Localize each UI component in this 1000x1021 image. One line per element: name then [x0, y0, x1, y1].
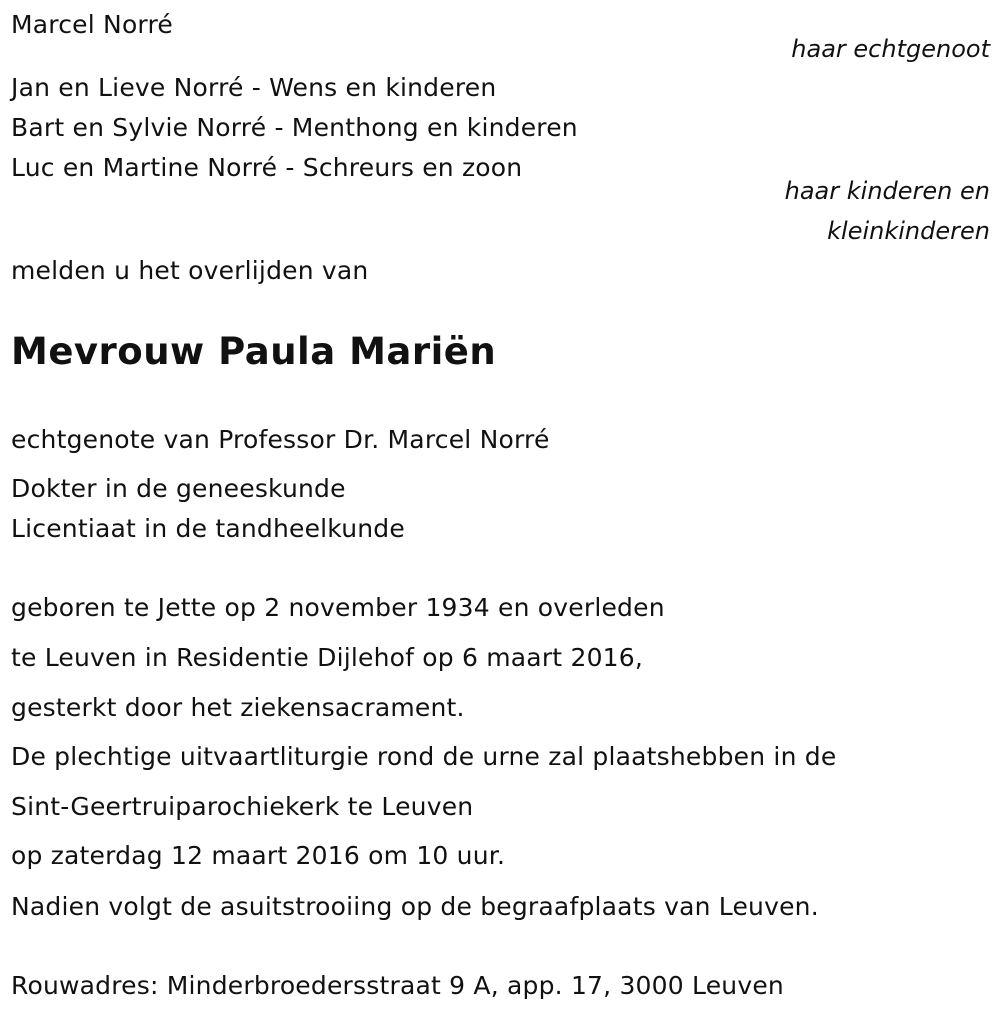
- spouse-line: echtgenote van Professor Dr. Marcel Norré: [11, 425, 550, 454]
- details-line-6: op zaterdag 12 maart 2016 om 10 uur.: [11, 841, 506, 870]
- details-line-1: geboren te Jette op 2 november 1934 en overleden: [11, 593, 665, 622]
- details-line-4: De plechtige uitvaartliturgie rond de urne zal plaatshebben in de: [11, 742, 837, 771]
- mourning-address: Rouwadres: Minderbroedersstraat 9 A, app. 17, 3000 Leuven: [11, 971, 784, 1000]
- children-line-2: Bart en Sylvie Norré - Menthong en kinderen: [11, 113, 578, 142]
- spouse-title-2: Licentiaat in de tandheelkunde: [11, 514, 405, 543]
- details-line-3: gesterkt door het ziekensacrament.: [11, 693, 465, 722]
- details-line-2: te Leuven in Residentie Dijlehof op 6 maart 2016,: [11, 643, 644, 672]
- children-line-1: Jan en Lieve Norré - Wens en kinderen: [11, 73, 497, 102]
- children-role-line-2: kleinkinderen: [827, 217, 990, 245]
- details-line-5: Sint-Geertruiparochiekerk te Leuven: [11, 792, 474, 821]
- announcement-text: melden u het overlijden van: [11, 256, 369, 285]
- deceased-name: Mevrouw Paula Mariën: [11, 330, 497, 373]
- husband-name: Marcel Norré: [11, 10, 173, 39]
- children-line-3: Luc en Martine Norré - Schreurs en zoon: [11, 153, 523, 182]
- spouse-title-1: Dokter in de geneeskunde: [11, 474, 346, 503]
- husband-role: haar echtgenoot: [791, 35, 990, 63]
- children-role-line-1: haar kinderen en: [784, 177, 990, 205]
- details-line-7: Nadien volgt de asuitstrooiing op de begraafplaats van Leuven.: [11, 892, 819, 921]
